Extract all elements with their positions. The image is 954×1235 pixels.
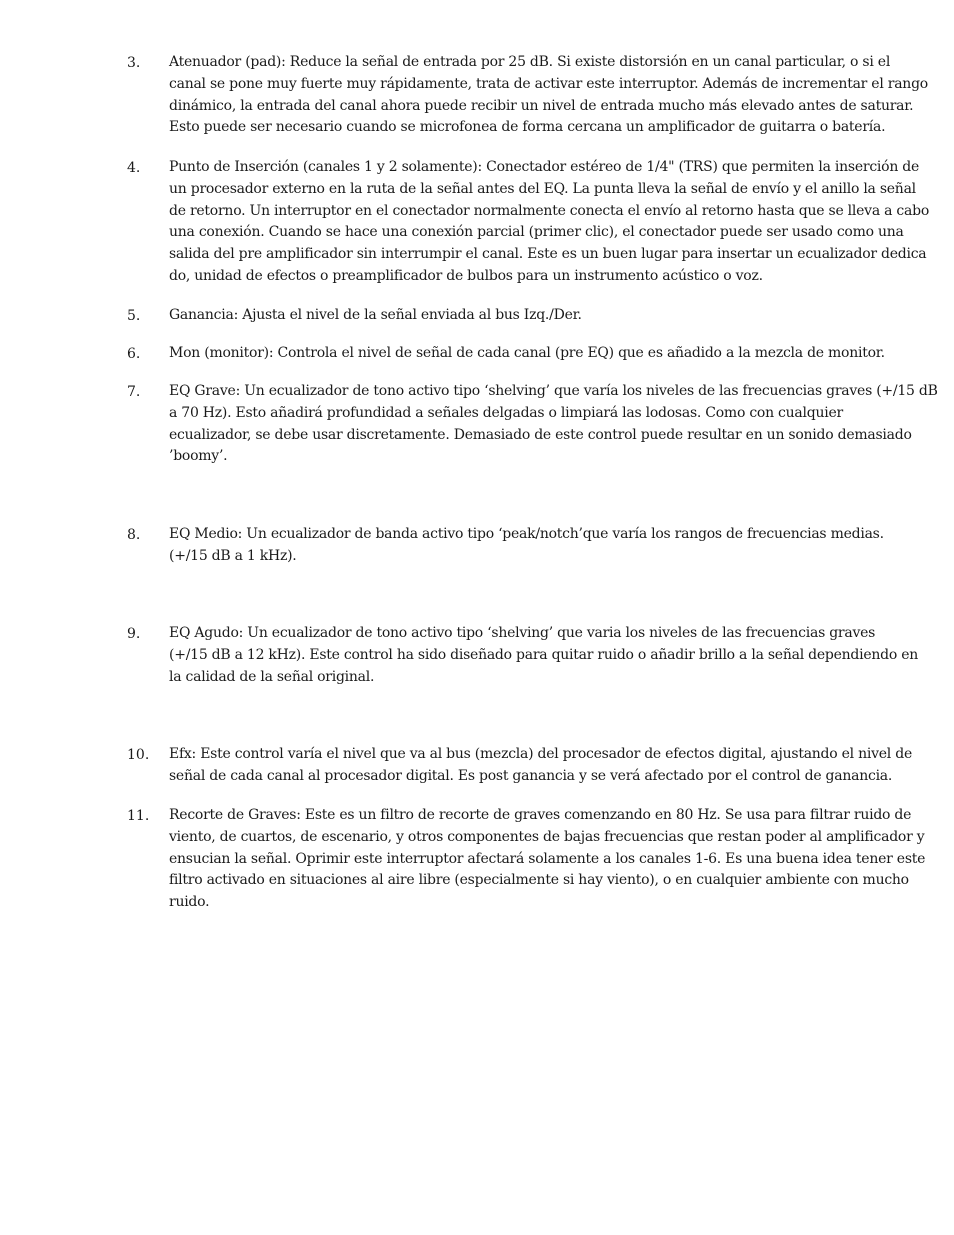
item-number: 3. [127,55,141,71]
item-number: 7. [127,384,141,400]
item-text [169,157,929,288]
text-line: viento, de cuartos, de escenario, y otros componentes de bajas frecuencias que restan poder al amplificador y [169,828,925,845]
text-line: ensucian la señal. Oprimir este interruptor afectará solamente a los canales 1-6. Es una buena idea tener este [169,850,926,867]
text-line: Esto puede ser necesario cuando se microfonea de forma cercana un amplificador de guitarra o batería. [169,119,886,136]
item-number: 9. [127,626,141,642]
item-text [169,524,904,568]
text-line: la calidad de la señal original. [169,668,375,685]
item-number: 4. [127,160,141,176]
text-line: salida del pre amplificador sin interrumpir el canal. Este es un buen lugar para insertar un ecualizador dedica [169,246,927,263]
text-line: Mon (monitor): Controla el nivel de señal de cada canal (pre EQ) que es añadido a la mezcla de monitor. [169,345,885,361]
text-line: Efx: Este control varía el nivel que va al bus (mezcla) del procesador de efectos digital, ajustando el nivel de [169,746,912,762]
item-text [169,343,904,365]
text-line: ecualizador, se debe usar discretamente. Demasiado de este control puede resultar en un sonido demasiado [169,426,912,443]
item-number: 6. [127,346,141,362]
text-line: de retorno. Un interruptor en el conectador normalmente conecta el envío al retorno hasta que se lleva a cabo [169,202,929,219]
text-line: dinámico, la entrada del canal ahora puede recibir un nivel de entrada mucho más elevado antes de saturar. [169,97,914,114]
text-line: canal se pone muy fuerte muy rápidamente, trata de activar este interruptor. Además de incrementar el rango [169,75,928,92]
item-number: 10. [127,747,150,763]
text-line: un procesador externo en la ruta de la señal antes del EQ. La punta lleva la señal de envío y el anillo la señal [169,180,916,197]
item-text [169,52,928,139]
text-line: Atenuador (pad): Reduce la señal de entrada por 25 dB. Si existe distorsión en un canal particular, o si el [169,54,891,70]
item-text [169,744,912,788]
item-number: 5. [127,308,141,324]
text-line: Ganancia: Ajusta el nivel de la señal enviada al bus Izq./Der. [169,307,582,323]
text-line: a 70 Hz). Esto añadirá profundidad a señales delgadas o limpiará las lodosas. Como con cualquier [169,404,843,421]
text-line: EQ Grave: Un ecualizador de tono activo tipo ‘shelving’ que varía los niveles de las frecuencias graves (+/15 dB [169,383,938,399]
text-line: ’boomy’. [169,448,228,465]
text-line: EQ Agudo: Un ecualizador de tono activo tipo ‘shelving’ que varia los niveles de las frecuencias graves [169,625,876,641]
text-line: (+/15 dB a 12 kHz). Este control ha sido diseñado para quitar ruido o añadir brillo a la señal dependiendo en [169,646,919,663]
text-line: Punto de Inserción (canales 1 y 2 solamente): Conectador estéreo de 1/4" (TRS) que permiten la inserción de [169,159,920,175]
text-line: Recorte de Graves: Este es un filtro de recorte de graves comenzando en 80 Hz. Se usa para filtrar ruido de [169,807,912,823]
item-number: 8. [127,527,141,543]
text-line: do, unidad de efectos o preamplificador de bulbos para un instrumento acústico o voz. [169,267,763,284]
text-line: filtro activado en situaciones al aire libre (especialmente si hay viento), o en cualquier ambiente con mucho [169,872,909,889]
text-line: señal de cada canal al procesador digital. Es post ganancia y se verá afectado por el control de ganancia. [169,767,893,784]
item-text [169,305,904,327]
item-number: 11. [127,808,150,824]
item-text [169,805,926,914]
item-text [169,623,919,688]
text-line: (+/15 dB a 1 kHz). [169,547,297,564]
text-line: una conexión. Cuando se hace una conexión parcial (primer clic), el conectador puede ser usado como una [169,224,904,241]
item-text [169,381,938,468]
text-line: EQ Medio: Un ecualizador de banda activo tipo ‘peak/notch’que varía los rangos de frecuencias medias. [169,526,884,542]
text-line: ruido. [169,894,210,911]
